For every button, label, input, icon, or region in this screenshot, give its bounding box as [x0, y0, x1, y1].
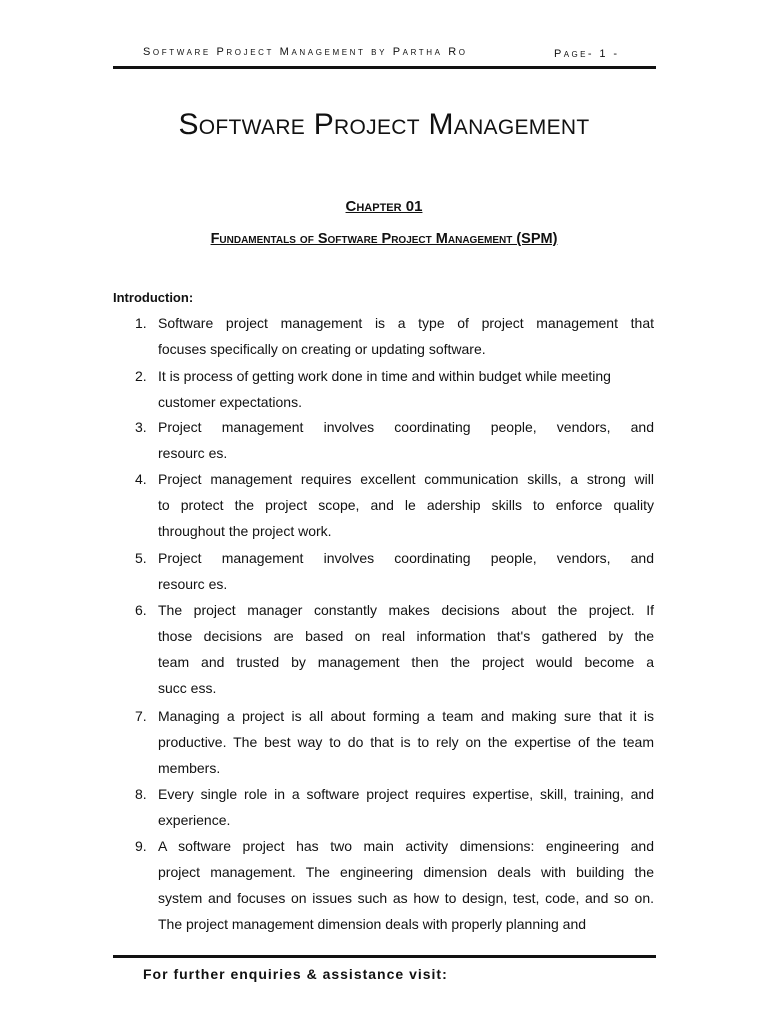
list-item-line: team and trusted by management then the project would become a — [158, 654, 654, 670]
list-item-line: A software project has two main activity dimensions: engineering and — [158, 838, 654, 854]
list-item-line: Every single role in a software project requires expertise, skill, training, and — [158, 786, 654, 802]
running-header-title: Software Project Management by Partha Ro — [143, 46, 468, 58]
page-number: Page- 1 - — [554, 48, 620, 60]
list-item-line: system and focuses on issues such as how to design, test, code, and so on. — [158, 890, 654, 906]
list-item-line: experience. — [158, 812, 231, 828]
chapter-heading: Chapter 01 — [345, 198, 423, 215]
list-item-line: customer expectations. — [158, 394, 302, 410]
page-title: Software Project Management — [178, 108, 590, 141]
list-item-line: It is process of getting work done in time and within budget while meeting — [158, 368, 611, 384]
list-item-number: 1. — [135, 315, 147, 331]
list-item-line: resourc es. — [158, 576, 228, 592]
list-item-number: 6. — [135, 602, 147, 618]
list-item-line: Software project management is a type of project management that — [158, 315, 654, 331]
list-item-number: 7. — [135, 708, 147, 724]
list-item-line: productive. The best way to do that is to rely on the expertise of the team — [158, 734, 654, 750]
list-item-line: Managing a project is all about forming a team and making sure that it is — [158, 708, 654, 724]
header-rule — [113, 66, 656, 69]
list-item-line: focuses specifically on creating or updating software. — [158, 341, 486, 357]
list-item-line: Project management involves coordinating people, vendors, and — [158, 550, 654, 566]
list-item-number: 3. — [135, 419, 147, 435]
list-item-line: The project manager constantly makes decisions about the project. If — [158, 602, 654, 618]
footer-text: For further enquiries & assistance visit: — [143, 966, 448, 982]
list-item-line: project management. The engineering dimension deals with building the — [158, 864, 654, 880]
list-item-number: 9. — [135, 838, 147, 854]
list-item-line: throughout the project work. — [158, 523, 332, 539]
list-item-line: those decisions are based on real information that's gathered by the — [158, 628, 654, 644]
list-item-line: Project management requires excellent communication skills, a strong will — [158, 471, 654, 487]
list-item-number: 4. — [135, 471, 147, 487]
list-item-number: 8. — [135, 786, 147, 802]
list-item-line: Project management involves coordinating people, vendors, and — [158, 419, 654, 435]
list-item-line: The project management dimension deals with properly planning and — [158, 916, 587, 932]
list-item-number: 2. — [135, 368, 147, 384]
chapter-subtitle: Fundamentals of Software Project Management (SPM) — [210, 231, 558, 247]
list-item-line: members. — [158, 760, 221, 776]
list-item-line: succ ess. — [158, 680, 217, 696]
section-label-introduction: Introduction: — [113, 290, 194, 305]
list-item-line: to protect the project scope, and le adership skills to enforce quality — [158, 497, 654, 513]
footer-rule — [113, 955, 656, 958]
list-item-number: 5. — [135, 550, 147, 566]
list-item-line: resourc es. — [158, 445, 228, 461]
